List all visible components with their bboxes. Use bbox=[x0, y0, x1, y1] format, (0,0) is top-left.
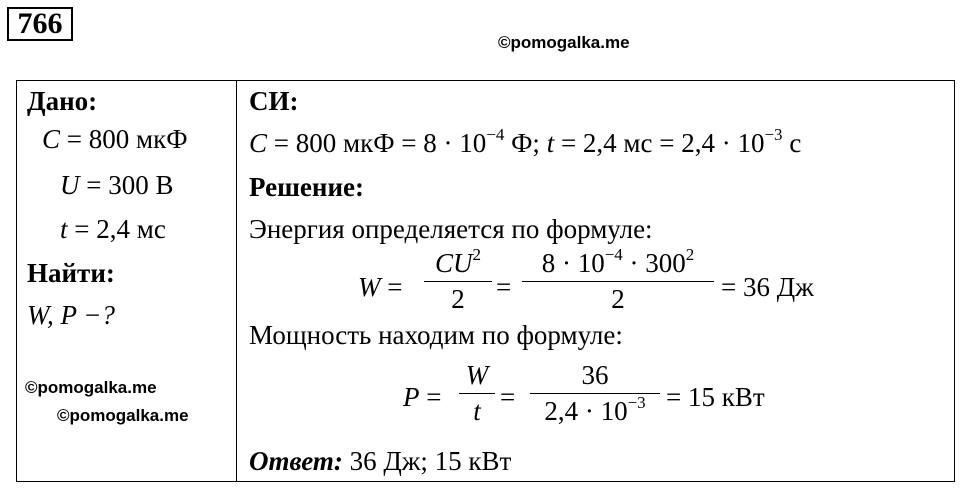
w-result: = 36 Дж bbox=[721, 272, 814, 302]
column-divider bbox=[236, 80, 237, 482]
p-fraction-2: 36 $2,4 \cdot 10^{-3}$ bbox=[530, 362, 660, 425]
p-result: = 15 кВт bbox=[666, 382, 765, 412]
answer: Ответ: 36 Дж; 15 кВт bbox=[249, 446, 512, 476]
given-capacitance: C = 800 мкФ bbox=[42, 124, 188, 154]
p-lhs: P = bbox=[403, 382, 442, 412]
power-text: Мощность находим по формуле: bbox=[249, 320, 623, 350]
p-fraction-1: W t bbox=[459, 362, 495, 425]
watermark: ©pomogalka.me bbox=[57, 406, 189, 425]
find-unknowns: W, P −? bbox=[27, 300, 115, 330]
p-equals: = bbox=[500, 382, 516, 412]
given-time: t = 2,4 мс bbox=[60, 214, 166, 244]
w-lhs: W = bbox=[358, 272, 403, 302]
si-heading: СИ: bbox=[249, 86, 299, 116]
watermark: ©pomogalka.me bbox=[498, 33, 630, 52]
given-voltage: U = 300 В bbox=[60, 170, 174, 200]
find-heading: Найти: bbox=[27, 258, 115, 288]
watermark: ©pomogalka.me bbox=[25, 378, 157, 397]
given-heading: Дано: bbox=[27, 86, 98, 116]
w-equals: = bbox=[496, 272, 512, 302]
problem-number: 766 bbox=[7, 7, 73, 41]
si-conversion: C = 800 мкФ = $8 \cdot 10^{-4}$ Ф; t = 2,4 мс = $2,4 \cdot 10^{-3}$ с bbox=[249, 125, 802, 158]
energy-text: Энергия определяется по формуле: bbox=[249, 214, 653, 244]
w-fraction-1: $CU^2$ 2 bbox=[424, 250, 492, 313]
w-fraction-2: $8 \cdot 10^{-4} \cdot 300^2$ 2 bbox=[522, 250, 714, 313]
solution-heading: Решение: bbox=[249, 172, 364, 202]
